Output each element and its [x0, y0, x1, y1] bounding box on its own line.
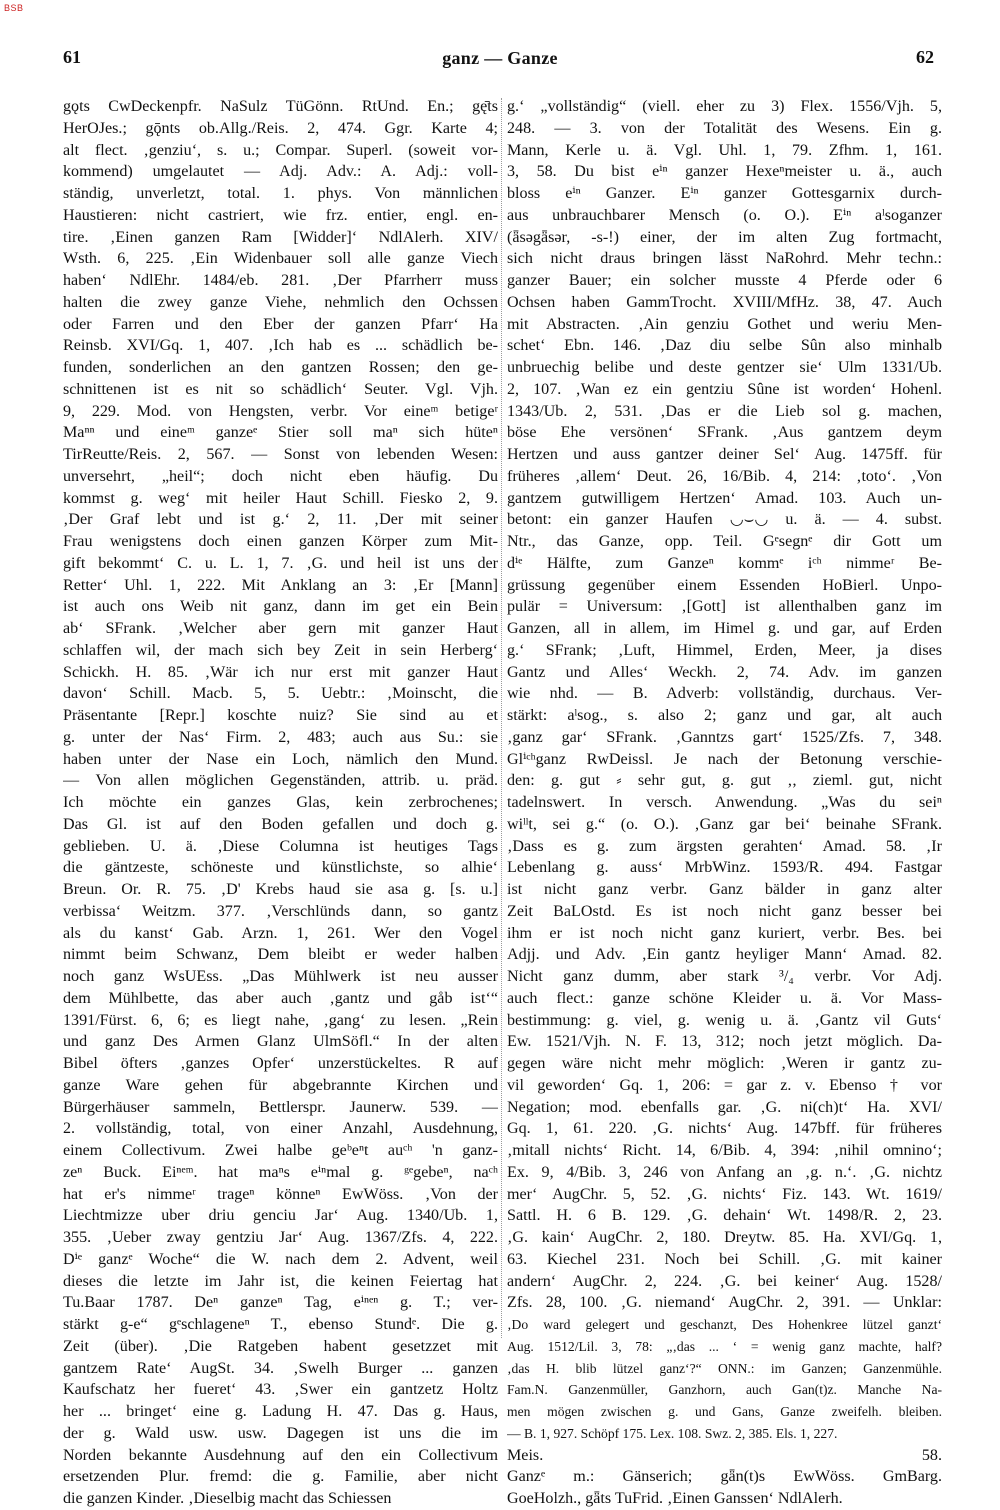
text-line: Negation; mod. ebenfalls gar. ‚G. ni(ch)t‘ Ha. XVI/ — [507, 1098, 942, 1116]
text-line: 63. Kiechel 231. Noch bei Schill. ‚G. mit kainer — [507, 1250, 942, 1268]
text-line: kommend) umgelautet — Adj. Adv.: A. Adj.: voll- — [63, 163, 498, 181]
text-line: Dⁱᵉ ganzᵉ Woche“ die W. nach dem 2. Advent, weil — [63, 1250, 498, 1268]
text-line: zeⁿ Buck. Eiⁿᵉᵐ. hat maⁿs eⁱⁿmal g. ᵍᵉgebeⁿ, naᶜʰ — [63, 1163, 498, 1181]
text-line: halten die zwey ganze Viehe, nehmlich den Ochssen — [63, 293, 498, 311]
text-line: ständig, unverletzt, total. 1. phys. Von männlichen — [63, 185, 498, 202]
text-line: haben‘ NdlEhr. 1484/eb. 281. ‚Der Pfarrherr muss — [63, 272, 498, 289]
text-line: her ... bringet‘ eine g. Ladung H. 47. Das g. Haus, — [63, 1403, 498, 1420]
text-line: ‚Der Graf lebt und ist g.‘ 2, 11. ‚Der mit seiner — [63, 511, 498, 529]
text-line: als du kanst‘ Gab. Arzn. 1, 261. Wer den Vogel — [63, 924, 498, 942]
text-line: ‚das H. blib lützel ganz‘?“ ONN.: im Ganzen; Ganzenmühle. — [507, 1360, 942, 1376]
text-line: davon‘ Schill. Macb. 5, 5. Uebtr.: ‚Moinscht, die — [63, 685, 498, 703]
text-line: — Von allen möglichen Gegenständen, attrib. u. präd. — [63, 772, 498, 790]
text-line: TirReutte/Reis. 2, 567. — Sonst von lebenden Wesen: — [63, 446, 498, 463]
text-line: Wsth. 6, 225. ‚Ein Widenbauer soll alle ganze Viech — [63, 250, 498, 268]
text-line: Mann, Kerle u. ä. Vgl. Uhl. 1, 79. Zfhm. 1, 161. — [507, 141, 942, 159]
text-line: Nicht ganz dumm, aber stark ³/₄ verbr. Vor Adj. — [507, 968, 942, 985]
text-line: Gq. 1, 61. 220. ‚G. nichts‘ Aug. 147bff. für früheres — [507, 1120, 942, 1138]
page-number-left: 61 — [63, 47, 81, 67]
text-line: gegen wäre nicht mehr möglich: ‚Weren ir gantz zu- — [507, 1055, 942, 1072]
text-line: 9, 229. Mod. von Hengsten, verbr. Vor eineᵐ betigeʳ — [63, 402, 498, 420]
text-line: Zeit BaLOstd. Es ist noch nicht ganz besser bei — [507, 902, 942, 920]
text-line: 248. — 3. von der Totalität des Wesens. Ein g. — [507, 119, 942, 137]
text-line: noch ganz WsUEss. „Das Mühlwerk ist neu ausser — [63, 968, 498, 985]
page-title: ganz — Ganze — [442, 48, 558, 68]
text-line: ersetzenden Plur. fremd: die g. Familie, aber nicht — [63, 1468, 498, 1486]
text-line: Haustieren: nicht castriert, wie frz. entier, engl. en- — [63, 206, 498, 224]
text-line: 3, 58. Du bist eⁱⁿ ganzer Hexeⁿmeister u. ä., auch — [507, 163, 942, 181]
text-line: oder Farren und den Eber der ganzen Pfarr‘ Ha — [63, 315, 498, 333]
text-line: böse Ehe versönen‘ SFrank. ‚Aus gantzem deym — [507, 424, 942, 442]
text-line: Tu.Baar 1787. Deⁿ ganzeⁿ Tag, eⁱⁿᵉⁿ g. T.; ver- — [63, 1294, 498, 1312]
text-line: Reinsb. XVI/Gq. 1, 407. ‚Ich hab es ... schädlich be- — [63, 337, 498, 355]
text-line: Ew. 1521/Vjh. N. F. 13, 312; noch jetzt möglich. Da- — [507, 1033, 942, 1051]
text-line: 2. vollständig, total, von einer Anzahl, Ausdehnung, — [63, 1120, 498, 1138]
text-line: sich nicht draus bringen lässt NaRohrd. Mehr techn.: — [507, 250, 942, 268]
text-line: Zfs. 28, 100. ‚G. niemand‘ AugChr. 2, 391. — Unklar: — [507, 1294, 942, 1312]
text-line: Schickh. H. 85. ‚Wär ich nur erst mit ganzer Haut — [63, 663, 498, 681]
text-line: gantzem gutwilligem Hertzen‘ Amad. 103. Auch un- — [507, 489, 942, 507]
text-line: Kaufschatz her fueret‘ 43. ‚Swer ein gantzetz Holtz — [63, 1381, 498, 1399]
text-line: schet‘ Ebn. 146. ‚Daz diu selbe Sûn also minhalb — [507, 337, 942, 355]
text-line: gift bekommt‘ C. u. L. 1, 7. ‚G. und heil ist uns der — [63, 554, 498, 572]
text-line: und ganz Des Armen Glanz UlmSöfl.“ In der alten — [63, 1033, 498, 1051]
text-line: tire. ‚Einen ganzen Ram [Widder]‘ NdlAlerh. XIV/ — [63, 228, 498, 246]
text-line: den: g. gut ⸗ sehr gut, g. gut ‚, zieml. gut, nicht — [507, 772, 942, 790]
text-line: früheres ‚allem‘ Deut. 26, 16/Bib. 4, 214: ‚toto‘. ‚Von — [507, 467, 942, 485]
text-line: dem Mühlbette, das aber auch ‚gantz und gåb ist‘“ — [63, 989, 498, 1007]
text-line: 355. ‚Ueber zway gentziu Jar‘ Aug. 1367/Zfs. 4, 222. — [63, 1229, 498, 1246]
text-line: bestimmung: g. viel, g. wenig u. ä. ‚Gantz vil Guts‘ — [507, 1011, 942, 1029]
text-line: stärkt g-e“ gᵉschlageneⁿ T., ebenso Stundᵉ. Die g. — [63, 1316, 498, 1333]
text-line: ist auch ons Weib nit ganz, dann im get ein Bein — [63, 598, 498, 616]
text-line: 1343/Ub. 2, 531. ‚Das er die Lieb sol g. machen, — [507, 402, 942, 420]
text-line: unversehrt, „heil“; doch nicht eben häufig. Du — [63, 467, 498, 485]
text-line: Hertzen und auss gantzer deiner Sel‘ Aug. 1475ff. für — [507, 446, 942, 463]
text-line: auch flect.: ganze schöne Kleider u. ä. Vor Mass- — [507, 989, 942, 1007]
text-line: Ich möchte ein ganzes Glas, kein zerbrochenes; — [63, 794, 498, 811]
text-line: Ganzᵉ m.: Gänserich; gǟn(t)s EwWöss. GmBarg. — [507, 1468, 942, 1486]
text-line: aus unbrauchbarer Mensch (o. O.). Eⁱⁿ aˡsoganzer — [507, 206, 942, 224]
text-line: Präsentante [Repr.] koschte nuiz? Sie sind au et — [63, 707, 498, 724]
text-line: mer‘ AugChr. 5, 52. ‚G. nichts‘ Fiz. 143. Wt. 1619/ — [507, 1185, 942, 1203]
text-line: vil geworden‘ Gq. 1, 206: = gar z. v. Ebenso † vor — [507, 1076, 942, 1094]
text-line: einem Collectivum. Zwei halbe geᵇeⁿt auᶜʰ 'n ganz- — [63, 1142, 498, 1159]
text-line: ab‘ SFrank. ‚Welcher aber gern mit ganzer Haut — [63, 620, 498, 637]
text-line: Lebenlang g. auss‘ MrbWinz. 1593/R. 494. Fastgar — [507, 859, 942, 877]
text-line: g.‘ SFrank; ‚Luft, Himmel, Erden, Meer, ja dises — [507, 641, 942, 659]
text-line: nimmt beim Schwanz, Dem bleibt er weder halben — [63, 946, 498, 964]
text-line: HerOJes.; gǭnts ob.Allg./Reis. 2, 474. Ggr. Karte 4; — [63, 119, 498, 137]
text-line: ihm er ist noch nicht ganz kuriert, verbr. Bes. bei — [507, 924, 942, 942]
text-line: Bürgerhäuser sammeln, Bettlerspr. Jaunerw. 539. — — [63, 1098, 498, 1116]
text-line: 2, 107. ‚Wan ez ein gentziu Sûne ist worden‘ Hohenl. — [507, 380, 942, 398]
text-line: schlaffen wil, der mach sich bey Zeit in sein Herberg‘ — [63, 641, 498, 659]
text-line: funden, sonderlichen an den gantzen Rossen; den ge- — [63, 359, 498, 376]
text-line: hat er's nimmeʳ trageⁿ könneⁿ EwWöss. ‚Von der — [63, 1185, 498, 1203]
text-line: wiˡˡt, sei g.“ (o. O.). ‚Ganz gar bei‘ beinahe SFrank. — [507, 815, 942, 833]
text-line: Ganzen, all in allem, im Himel g. und gar, auf Erden — [507, 620, 942, 637]
text-line: g.‘ „vollständig“ (viell. eher zu 3) Flex. 1556/Vjh. 5, — [507, 98, 942, 115]
library-watermark: BSB — [4, 3, 24, 13]
text-line: unbruechig belibe und deste gentzer sie‘ Ulm 1331/Ub. — [507, 359, 942, 376]
text-line: 1391/Fürst. 6, 6; es liegt nahe, ‚gang‘ zu lesen. „Rein — [63, 1011, 498, 1029]
text-line: mit Abstracten. ‚Ain genziu Gothet und weriu Men- — [507, 315, 942, 333]
text-line: betont: ein ganzer Haufen ◡⌣◡ u. ä. — 4. subst. — [507, 511, 942, 529]
text-line: (ǟsəgǟsər, -s-!) einer, der im alten Zug fortmacht, — [507, 228, 942, 246]
text-line: die gäntzeste, schöneste und künstlichste, so alhie‘ — [63, 859, 498, 877]
text-line: ‚Do ward gelegert und geschanzt, Des Hohenkree lützel ganzt‘ — [507, 1317, 942, 1332]
text-line: ganze Ware gehen für abgebrannte Kirchen und — [63, 1076, 498, 1094]
text-line: Retter‘ Uhl. 1, 222. Mit Anklang an 3: ‚Er [Mann] — [63, 576, 498, 594]
text-line: Das Gl. ist auf den Boden gefallen und doch g. — [63, 815, 498, 833]
text-line: GoeHolzh., gǟts TuFrid. ‚Einen Ganssen‘ NdlAlerh. — [507, 1490, 843, 1507]
text-line: Bibel öfters ‚ganzes Opfer‘ unzerstückeltes. R auf — [63, 1055, 498, 1072]
text-line: der g. Wald usw. usw. Dagegen ist uns die im — [63, 1424, 498, 1442]
text-line: schnittenen ist es nit so schädlich‘ Seuter. Vgl. Vjh. — [63, 380, 498, 398]
text-line: Liechtmizze uber driu genciu Jar‘ Aug. 1340/Ub. 1, — [63, 1207, 498, 1225]
text-line: andern‘ AugChr. 2, 224. ‚G. bei keiner‘ Aug. 1528/ — [507, 1272, 942, 1290]
text-line: Breun. Or. R. 75. ‚D' Krebs haud sie asa g. [s. u.] — [63, 881, 498, 898]
text-line: Norden bekannte Ausdehnung auf den ein Collectivum — [63, 1446, 498, 1464]
text-line: gantzem Rate‘ AugSt. 34. ‚Swelh Burger ... ganzen — [63, 1359, 498, 1377]
text-line: haben unter der Nase ein Loch, nämlich den Mund. — [63, 750, 498, 768]
text-line: Ochsen haben GammTrocht. XVIII/MfHz. 38, 47. Auch — [507, 293, 942, 311]
text-line: ist nicht ganz verbr. Ganz bälder in ganz alter — [507, 881, 942, 898]
text-line: Frau wenigstens doch einen ganzen Körper zum Mit- — [63, 533, 498, 550]
page-number-right: 62 — [916, 47, 934, 67]
text-line: die ganzen Kinder. ‚Dieselbig macht das Schiessen — [63, 1490, 392, 1507]
text-line: g. unter der Nas‘ Firm. 2, 483; auch aus Su.: sie — [63, 728, 498, 746]
text-line: Meis. 58. — [507, 1446, 942, 1464]
column-divider — [501, 98, 502, 1338]
text-line: Adjj. und Adv. ‚Ein gantz heyliger Mann‘ Amad. 82. — [507, 946, 942, 964]
text-line: ‚G. kain‘ AugChr. 2, 180. Dreytw. 85. Ha. XVI/Gq. 1, — [507, 1229, 942, 1246]
text-line: Zeit (über). ‚Die Ratgeben habent gesetzzet mit — [63, 1337, 498, 1355]
text-line: ‚Dass es g. zum ärgsten gerahten‘ Amad. 58. ‚Ir — [507, 837, 942, 855]
text-line: verbissa‘ Weitzm. 377. ‚Verschlünds dann, so gantz — [63, 902, 498, 920]
text-line: Ex. 9, 4/Bib. 3, 246 von Anfang an ‚g. n.‘. ‚G. nichtz — [507, 1163, 942, 1181]
text-line: kommst g. weg‘ mit heiler Haut Schill. Fiesko 2, 9. — [63, 489, 498, 507]
text-line: geblieben. U. ä. ‚Diese Columna ist heutiges Tags — [63, 837, 498, 855]
text-line: Ntr., das Ganze, opp. Teil. Gᵉsegnᵉ dir Gott um — [507, 533, 942, 550]
text-line: stärkt: aˡsog., s. also 2; ganz und gar, alt auch — [507, 707, 942, 724]
right-text-column — [507, 96, 942, 1510]
text-line: dieses die letzte im Jahr ist, die keinen Feiertag hat — [63, 1272, 498, 1290]
text-line: Glⁱᶜʰganz RwDeissl. Je nach der Betonung verschie- — [507, 750, 942, 768]
text-line: bloss eⁱⁿ Ganzer. Eⁱⁿ ganzer Gottesgarnix durch- — [507, 185, 942, 202]
text-line: grüssung gegenüber einem Essenden HoBierl. Unpo- — [507, 576, 942, 594]
text-line: tadelnswert. In versch. Anwendung. „Was du seiⁿ — [507, 794, 942, 811]
text-line: Aug. 1512/Lil. 3, 78: „‚das ... ‘ = wenig ganz machte, half? — [507, 1338, 942, 1354]
text-line: ganzer Bauer; ein solcher musste 4 Pferde oder 6 — [507, 272, 942, 289]
text-line: Gantz und Alles‘ Weckh. 2, 74. Adv. im ganzen — [507, 663, 942, 681]
text-line: — B. 1, 927. Schöpf 175. Lex. 108. Swz. 2, 385. Els. 1, 227. — [507, 1425, 838, 1441]
text-line: dⁱᵉ Hälfte, zum Ganzeⁿ kommᵉ iᶜʰ nimmeʳ Be- — [507, 554, 942, 572]
text-line: ‚mitall nichts‘ Richt. 14, 6/Bib. 4, 394: ‚nihil omnino‘; — [507, 1142, 942, 1159]
text-line: ‚ganz gar‘ SFrank. ‚Ganntzs gart‘ 1525/Zfs. 7, 348. — [507, 728, 942, 746]
text-line: Maⁿⁿ und eineᵐ ganzeᵉ Stier soll maⁿ sich hüteⁿ — [63, 424, 498, 442]
text-line: pulär = Universum: ‚[Gott] ist allenthalben ganz im — [507, 598, 942, 616]
text-line: gǫts CwDeckenpfr. NaSulz TüGönn. RtUnd. En.; gę̄ts — [63, 98, 498, 115]
text-line: Sattl. H. 6 B. 129. ‚G. dehain‘ Wt. 1498/R. 2, 23. — [507, 1207, 942, 1225]
text-line: alt flect. ‚genziu‘, s. u.; Compar. Superl. (soweit vor- — [63, 141, 498, 159]
left-text-column — [63, 96, 498, 1510]
text-line: men mögen zwischen g. und Gans, Ganze zweifelh. bleiben. — [507, 1404, 942, 1419]
text-line: Fam.N. Ganzenmüller, Ganzhorn, auch Gan(t)z. Manche Na- — [507, 1382, 942, 1398]
text-line: wie nhd. — B. Adverb: vollständig, durchaus. Ver- — [507, 685, 942, 703]
